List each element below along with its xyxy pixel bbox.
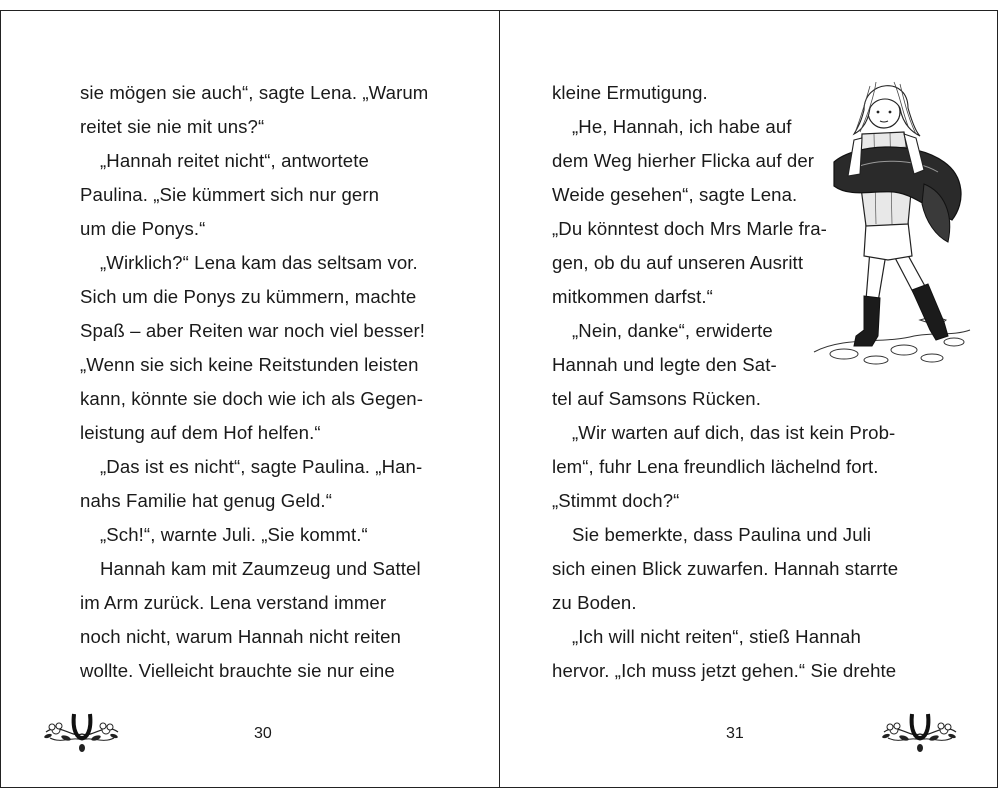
text-line: „Nein, danke“, erwiderte (572, 320, 773, 341)
text-line: „Das ist es nicht“, sagte Paulina. „Han- (100, 456, 423, 477)
text-line: dem Weg hierher Flicka auf der (552, 150, 815, 171)
left-page-text (80, 76, 446, 688)
right-page (500, 10, 998, 788)
text-line: sich einen Blick zuwarfen. Hannah starrte (552, 558, 899, 579)
text-line: Spaß – aber Reiten war noch viel besser! (80, 320, 426, 341)
text-line: „Wenn sie sich keine Reitstunden leisten (80, 354, 419, 375)
text-line: zu Boden. (552, 592, 637, 613)
text-line: reitet sie nie mit uns?“ (80, 116, 265, 137)
text-line: „Du könntest doch Mrs Marle fra- (552, 218, 827, 239)
girl-carrying-saddle-illustration-icon (804, 74, 974, 374)
horseshoe-flower-ornament-icon (42, 708, 120, 754)
page-number: 31 (726, 725, 744, 742)
text-line: hervor. „Ich muss jetzt gehen.“ Sie drehte (552, 660, 897, 681)
text-line: „Wir warten auf dich, das ist kein Prob- (572, 422, 896, 443)
text-line: „He, Hannah, ich habe auf (572, 116, 792, 137)
text-line: lem“, fuhr Lena freundlich lächelnd fort. (552, 456, 879, 477)
text-line: noch nicht, warum Hannah nicht reiten (80, 626, 402, 647)
text-line: Hannah kam mit Zaumzeug und Sattel (100, 558, 421, 579)
text-line: „Sch!“, warnte Juli. „Sie kommt.“ (100, 524, 368, 545)
text-line: Paulina. „Sie kümmert sich nur gern (80, 184, 380, 205)
text-line: „Wirklich?“ Lena kam das seltsam vor. (100, 252, 418, 273)
text-line: Sich um die Ponys zu kümmern, machte (80, 286, 417, 307)
text-line: „Hannah reitet nicht“, antwortete (100, 150, 369, 171)
text-line: sie mögen sie auch“, sagte Lena. „Warum (80, 82, 429, 103)
text-line: Hannah und legte den Sat- (552, 354, 777, 375)
left-page (0, 10, 499, 788)
horseshoe-flower-ornament-icon (880, 708, 958, 754)
text-line: leistung auf dem Hof helfen.“ (80, 422, 321, 443)
text-line: mitkommen darfst.“ (552, 286, 713, 307)
text-line: um die Ponys.“ (80, 218, 206, 239)
text-line: gen, ob du auf unseren Ausritt (552, 252, 804, 273)
text-line: nahs Familie hat genug Geld.“ (80, 490, 332, 511)
text-line: kleine Ermutigung. (552, 82, 708, 103)
page-number: 30 (254, 725, 272, 742)
text-line: Weide gesehen“, sagte Lena. (552, 184, 798, 205)
text-line: kann, könnte sie doch wie ich als Gegen- (80, 388, 424, 409)
text-line: Sie bemerkte, dass Paulina und Juli (572, 524, 872, 545)
text-line: wollte. Vielleicht brauchte sie nur eine (80, 660, 395, 681)
text-line: tel auf Samsons Rücken. (552, 388, 762, 409)
text-line: „Stimmt doch?“ (552, 490, 680, 511)
text-line: im Arm zurück. Lena verstand immer (80, 592, 387, 613)
text-line: „Ich will nicht reiten“, stieß Hannah (572, 626, 861, 647)
